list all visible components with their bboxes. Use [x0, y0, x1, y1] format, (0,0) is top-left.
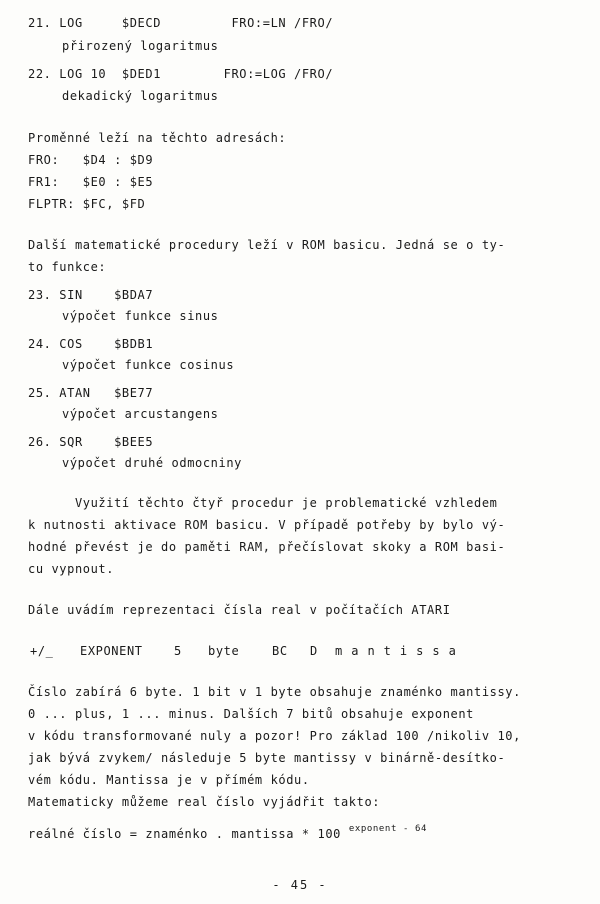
item-25-desc: výpočet arcustangens — [62, 407, 219, 421]
usage-para-line4: cu vypnout. — [28, 562, 115, 576]
byte-count: 5 — [174, 644, 182, 658]
item-22-line: 22. LOG 10 $DED1 FRO:=LOG /FRO/ — [28, 67, 334, 81]
real-desc-line5: vém kódu. Mantissa je v přímém kódu. — [28, 773, 310, 787]
real-representation-heading: Dále uvádím reprezentaci čísla real v počítačích ATARI — [28, 603, 451, 617]
item-21-desc: přirozený logaritmus — [62, 39, 219, 53]
real-desc-line3: v kódu transformované nuly a pozor! Pro základ 100 /nikoliv 10, — [28, 729, 521, 743]
page-number: - 45 - — [272, 878, 328, 892]
formula-text: reálné číslo = znaménko . mantissa * 100 — [28, 827, 341, 841]
item-23-desc: výpočet funkce sinus — [62, 309, 219, 323]
real-desc-line1: Číslo zabírá 6 byte. 1 bit v 1 byte obsahuje znaménko mantissy. — [28, 685, 521, 699]
item-21-line: 21. LOG $DECD FRO:=LN /FRO/ — [28, 16, 334, 30]
bc-label: BC — [272, 644, 288, 658]
sign-label: +/_ — [30, 644, 54, 658]
formula-exponent: exponent - 64 — [348, 824, 428, 834]
rom-procedures-para-line1: Další matematické procedury leží v ROM basicu. Jedná se o ty- — [28, 238, 506, 252]
usage-para-line3: hodné převést je do paměti RAM, přečíslovat skoky a ROM basi- — [28, 540, 506, 554]
usage-para-line2: k nutnosti aktivace ROM basicu. V případě potřeby by bylo vý- — [28, 518, 506, 532]
real-desc-line4: jak bývá zvykem/ následuje 5 byte mantissy v binárně-desítko- — [28, 751, 506, 765]
item-24-line: 24. COS $BDB1 — [28, 337, 154, 351]
item-24-desc: výpočet funkce cosinus — [62, 358, 235, 372]
variable-fr1: FR1: $E0 : $E5 — [28, 175, 154, 189]
item-25-line: 25. ATAN $BE77 — [28, 386, 154, 400]
variable-fro: FRO: $D4 : $D9 — [28, 153, 154, 167]
byte-word: byte — [208, 644, 240, 658]
variable-flptr: FLPTR: $FC, $FD — [28, 197, 146, 211]
real-desc-line2: 0 ... plus, 1 ... minus. Dalších 7 bitů obsahuje exponent — [28, 707, 475, 721]
item-26-line: 26. SQR $BEE5 — [28, 435, 154, 449]
item-22-desc: dekadický logaritmus — [62, 89, 219, 103]
variables-heading: Proměnné leží na těchto adresách: — [28, 131, 287, 145]
mantissa-label: mantissa — [335, 644, 465, 658]
item-26-desc: výpočet druhé odmocniny — [62, 456, 242, 470]
exponent-label: EXPONENT — [80, 644, 143, 658]
item-23-line: 23. SIN $BDA7 — [28, 288, 154, 302]
d-label: D — [310, 644, 318, 658]
formula — [28, 822, 427, 841]
usage-para-line1: Využití těchto čtyř procedur je problematické vzhledem — [28, 496, 498, 510]
rom-procedures-para-line2: to funkce: — [28, 260, 107, 274]
math-heading: Matematicky můžeme real číslo vyjádřit takto: — [28, 795, 381, 809]
